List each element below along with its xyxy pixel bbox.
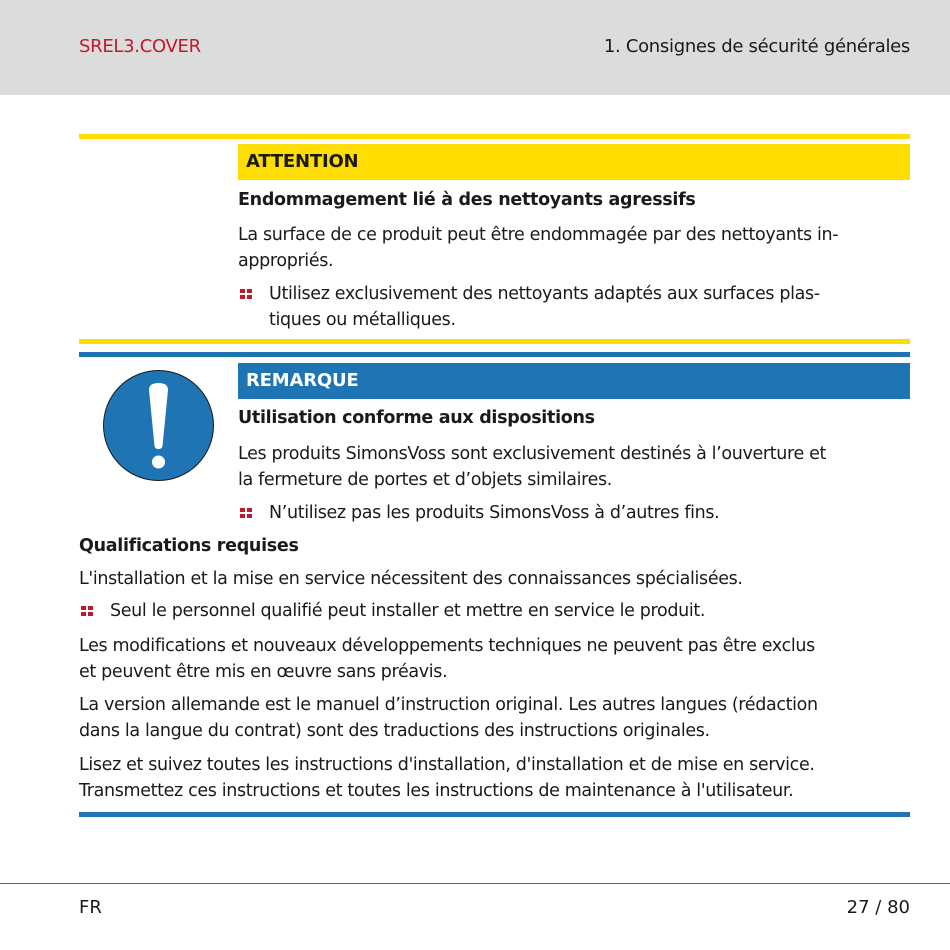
footer-rule — [0, 883, 950, 884]
attention-text: La surface de ce produit peut être endommagée par des nettoyants in- appropriés. — [238, 225, 839, 271]
mandatory-exclamation-icon — [102, 369, 215, 482]
attention-subtitle: Endommagement lié à des nettoyants agressifs — [238, 190, 696, 210]
attention-bullet: Utilisez exclusivement des nettoyants adaptés aux surfaces plas- tiques ou métalliques. — [238, 281, 910, 333]
remarque-subtitle: Utilisation conforme aux dispositions — [238, 408, 595, 428]
paragraph-instructions: Lisez et suivez toutes les instructions d'installation, d'installation et de mise en service. Transmettez ces instructions et toutes les instructions de maintenance à l'utilisateur. — [79, 755, 815, 801]
attention-banner: ATTENTION — [238, 144, 910, 180]
paragraph-language-version: La version allemande est le manuel d’instruction original. Les autres langues (rédaction dans la langue du contrat) sont des traductions des instructions originales. — [79, 695, 818, 741]
remarque-bottom-rule — [79, 812, 910, 817]
page-number: 27 / 80 — [846, 897, 910, 918]
remarque-top-rule — [79, 352, 910, 357]
paragraph-modifications: Les modifications et nouveaux développements techniques ne peuvent pas être exclus et peuvent être mis en œuvre sans préavis. — [79, 636, 815, 682]
product-name: SREL3.COVER — [79, 36, 201, 57]
qualifications-intro: L'installation et la mise en service nécessitent des connaissances spécialisées. — [79, 569, 743, 589]
remarque-text: Les produits SimonsVoss sont exclusivement destinés à l’ouverture et la fermeture de portes et d’objets similaires. — [238, 444, 827, 490]
footer-language: FR — [79, 897, 102, 918]
bullet-icon — [240, 508, 252, 519]
bullet-icon — [81, 606, 93, 617]
attention-bottom-rule — [79, 339, 910, 344]
attention-top-rule — [79, 134, 910, 139]
qualifications-bullet: Seul le personnel qualifié peut installer et mettre en service le produit. — [79, 598, 910, 624]
chapter-title: 1. Consignes de sécurité générales — [603, 36, 910, 57]
page-header — [0, 0, 950, 95]
remarque-bullet: N’utilisez pas les produits SimonsVoss à d’autres fins. — [238, 500, 910, 526]
qualifications-heading: Qualifications requises — [79, 536, 299, 556]
bullet-icon — [240, 289, 252, 300]
remarque-banner: REMARQUE — [238, 363, 910, 399]
